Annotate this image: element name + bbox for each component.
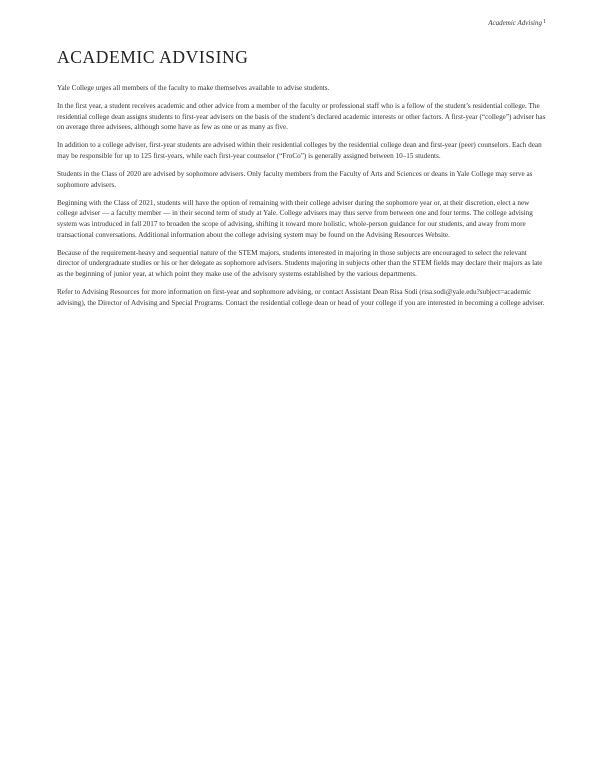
paragraph: Beginning with the Class of 2021, students will have the option of remaining with their college adviser during the sophomore year or, at their discretion, elect a new college adviser — a faculty member — in their second term of study at Yale. College advisers may thus serve from between one and four terms. The college advising system was introduced in fall 2017 to broaden the scope of advising, shifting it toward more holistic, whole-person guidance for our students, and away from more transactional conversations. Additional information about the college advising system may be found on the Advising Resources Website.	[57, 198, 533, 239]
paragraph: In addition to a college adviser, first-year students are advised within their residential colleges by the residential college dean and first-year (peer) counselors. Each dean may be responsible for up to 125 first-years, while each first-year counselor (“FroCo”) is generally assigned between 10–15 students.	[57, 141, 542, 160]
paragraph: Students in the Class of 2020 are advised by sophomore advisers. Only faculty members from the Faculty of Arts and Sciences or deans in Yale College may serve as sophomore advisers.	[57, 170, 533, 189]
page-number: 1	[543, 19, 546, 25]
page-title: ACADEMIC ADVISING	[57, 47, 249, 67]
paragraph: Yale College urges all members of the faculty to make themselves available to advise students.	[57, 84, 330, 92]
document-body	[57, 83, 549, 316]
running-header-title: Academic Advising	[488, 19, 542, 27]
paragraph: In the first year, a student receives academic and other advice from a member of the faculty or professional staff who is a fellow of the student’s residential college. The residential college dean assigns students to first-year advisers on the basis of the student’s declared academic interests or other factors. A first-year (“college”) adviser has on average three advisees, although some have as few as one or as many as five.	[57, 102, 546, 132]
paragraph: Because of the requirement-heavy and sequential nature of the STEM majors, students interested in majoring in those subjects are encouraged to select the relevant director of undergraduate studies or his or her delegate as sophomore advisers. Students majoring in subjects other than the STEM fields may declare their majors as late as the beginning of junior year, at which point they make use of the advisory systems established by the various departments.	[57, 248, 543, 278]
paragraph: Refer to Advising Resources for more information on first-year and sophomore advising, or contact Assistant Dean Risa Sodi (risa.sodi@yale.edu?subject=academic advising), the Director of Advising and Special Programs. Contact the residential college dean or head of your college if you are interested in becoming a college adviser.	[57, 287, 545, 307]
